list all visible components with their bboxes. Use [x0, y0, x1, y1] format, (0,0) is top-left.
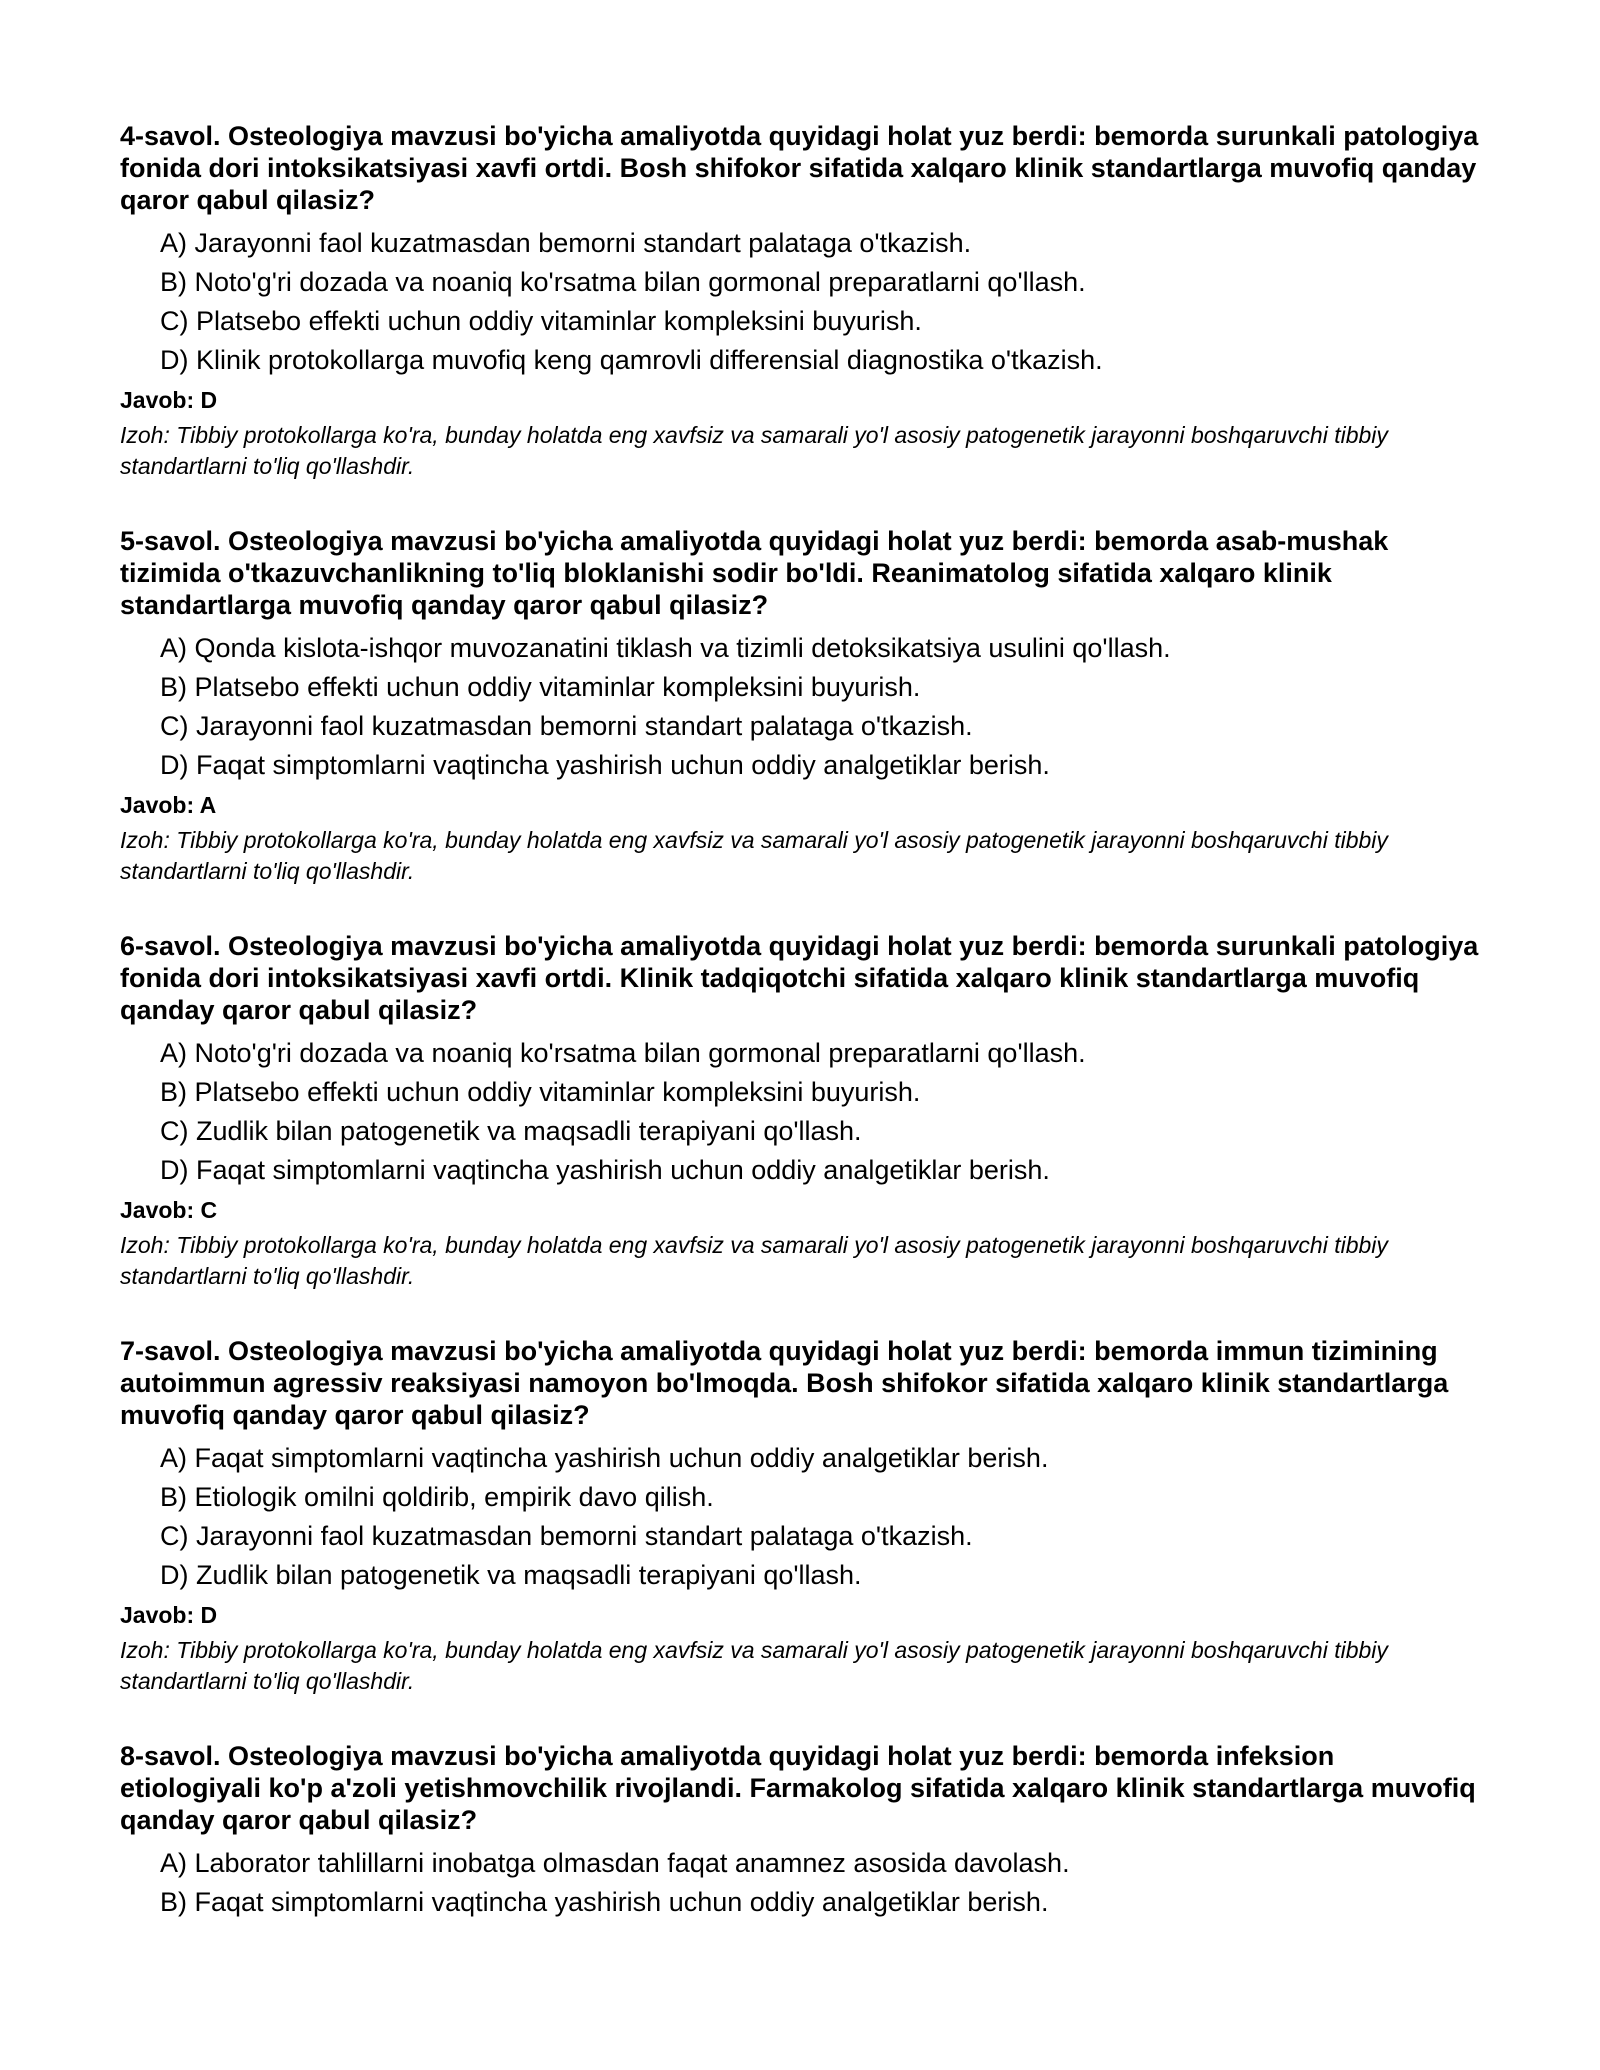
question-title: 4-savol. Osteologiya mavzusi bo'yicha amaliyotda quyidagi holat yuz berdi: bemorda surunkali patologiya fonida dori intoksikatsiyasi xavfi ortdi. Bosh shifokor sifatida xalqaro klinik standartlarga muvofiq qanday qaror qabul qilasiz?: [120, 121, 1479, 215]
option-d: D) Klinik protokollarga muvofiq keng qamrovli differensial diagnostika o'tkazish.: [160, 345, 1103, 375]
option-b: B) Etiologik omilni qoldirib, empirik davo qilish.: [160, 1482, 714, 1512]
option-a: A) Jarayonni faol kuzatmasdan bemorni standart palataga o'tkazish.: [160, 228, 972, 258]
explanation-note: Izoh: Tibbiy protokollarga ko'ra, bunday holatda eng xavfsiz va samarali yo'l asosiy patogenetik jarayonni boshqaruvchi tibbiy standartlarni to'liq qo'llashdir.: [120, 1232, 1388, 1289]
options-list: [120, 228, 1480, 376]
question-title: 8-savol. Osteologiya mavzusi bo'yicha amaliyotda quyidagi holat yuz berdi: bemorda infeksion etiologiyali ko'p a'zoli yetishmovchilik rivojlandi. Farmakolog sifatida xalqaro klinik standartlarga muvofiq qanday qaror qabul qilasiz?: [120, 1741, 1476, 1835]
option-d: D) Faqat simptomlarni vaqtincha yashirish uchun oddiy analgetiklar berish.: [160, 1155, 1050, 1185]
explanation-note: Izoh: Tibbiy protokollarga ko'ra, bunday holatda eng xavfsiz va samarali yo'l asosiy patogenetik jarayonni boshqaruvchi tibbiy standartlarni to'liq qo'llashdir.: [120, 1637, 1388, 1694]
option-c: C) Zudlik bilan patogenetik va maqsadli terapiyani qo'llash.: [160, 1116, 862, 1146]
option-b: B) Noto'g'ri dozada va noaniq ko'rsatma bilan gormonal preparatlarni qo'llash.: [160, 267, 1086, 297]
option-b: B) Platsebo effekti uchun oddiy vitaminlar kompleksini buyurish.: [160, 672, 921, 702]
question-title: 7-savol. Osteologiya mavzusi bo'yicha amaliyotda quyidagi holat yuz berdi: bemorda immun tizimining autoimmun agressiv reaksiyasi namoyon bo'lmoqda. Bosh shifokor sifatida xalqaro klinik standartlarga muvofiq qanday qaror qabul qilasiz?: [120, 1336, 1449, 1430]
option-a: A) Laborator tahlillarni inobatga olmasdan faqat anamnez asosida davolash.: [160, 1848, 1070, 1878]
option-b: B) Faqat simptomlarni vaqtincha yashirish uchun oddiy analgetiklar berish.: [160, 1887, 1049, 1917]
options-list: [120, 1443, 1480, 1591]
options-list: [120, 1038, 1480, 1186]
option-a: A) Qonda kislota-ishqor muvozanatini tiklash va tizimli detoksikatsiya usulini qo'llash.: [160, 633, 1171, 663]
option-c: C) Jarayonni faol kuzatmasdan bemorni standart palataga o'tkazish.: [160, 711, 973, 741]
question-title: 6-savol. Osteologiya mavzusi bo'yicha amaliyotda quyidagi holat yuz berdi: bemorda surunkali patologiya fonida dori intoksikatsiyasi xavfi ortdi. Klinik tadqiqotchi sifatida xalqaro klinik standartlarga muvofiq qanday qaror qabul qilasiz?: [120, 931, 1479, 1025]
question-block: [120, 1740, 1480, 1918]
option-c: C) Platsebo effekti uchun oddiy vitaminlar kompleksini buyurish.: [160, 306, 922, 336]
question-block: [120, 525, 1480, 887]
question-title: 5-savol. Osteologiya mavzusi bo'yicha amaliyotda quyidagi holat yuz berdi: bemorda asab-mushak tizimida o'tkazuvchanlikning to'liq bloklanishi sodir bo'ldi. Reanimatolog sifatida xalqaro klinik standartlarga muvofiq qanday qaror qabul qilasiz?: [120, 526, 1389, 620]
answer-label: Javob: D: [120, 1602, 218, 1628]
options-list: [120, 1848, 1480, 1918]
answer-label: Javob: D: [120, 387, 218, 413]
option-d: D) Faqat simptomlarni vaqtincha yashirish uchun oddiy analgetiklar berish.: [160, 750, 1050, 780]
options-list: [120, 633, 1480, 781]
question-block: [120, 930, 1480, 1292]
option-b: B) Platsebo effekti uchun oddiy vitaminlar kompleksini buyurish.: [160, 1077, 921, 1107]
option-a: A) Faqat simptomlarni vaqtincha yashirish uchun oddiy analgetiklar berish.: [160, 1443, 1049, 1473]
answer-label: Javob: A: [120, 792, 217, 818]
question-block: [120, 120, 1480, 482]
explanation-note: Izoh: Tibbiy protokollarga ko'ra, bunday holatda eng xavfsiz va samarali yo'l asosiy patogenetik jarayonni boshqaruvchi tibbiy standartlarni to'liq qo'llashdir.: [120, 827, 1388, 884]
option-a: A) Noto'g'ri dozada va noaniq ko'rsatma bilan gormonal preparatlarni qo'llash.: [160, 1038, 1086, 1068]
question-block: [120, 1335, 1480, 1697]
explanation-note: Izoh: Tibbiy protokollarga ko'ra, bunday holatda eng xavfsiz va samarali yo'l asosiy patogenetik jarayonni boshqaruvchi tibbiy standartlarni to'liq qo'llashdir.: [120, 422, 1388, 479]
answer-label: Javob: C: [120, 1197, 218, 1223]
option-c: C) Jarayonni faol kuzatmasdan bemorni standart palataga o'tkazish.: [160, 1521, 973, 1551]
option-d: D) Zudlik bilan patogenetik va maqsadli terapiyani qo'llash.: [160, 1560, 862, 1590]
document-page: [120, 120, 1480, 1961]
